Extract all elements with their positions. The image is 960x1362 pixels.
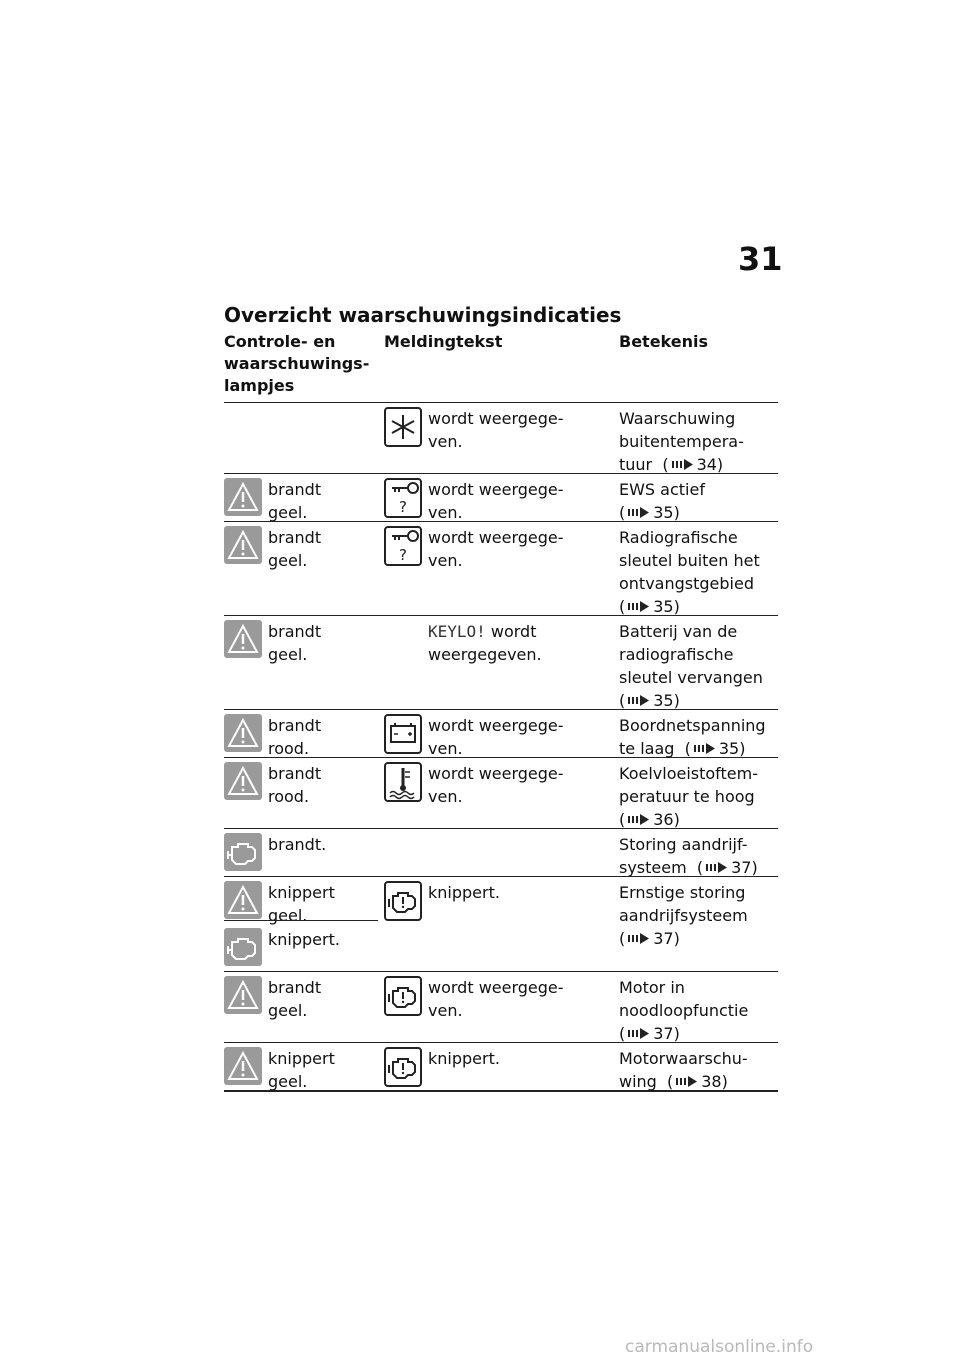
header-lamps <box>224 331 374 397</box>
reference-arrow-icon <box>627 694 651 707</box>
header-lamps-line: Controle- en <box>224 332 336 351</box>
engine-icon <box>384 976 422 1016</box>
page-number: 31 <box>738 240 783 278</box>
watermark: carmanualsonline.info <box>625 1337 814 1357</box>
meaning-text: Batterij van de radiografische sleutel vervangen ( 35) <box>619 622 763 710</box>
meaning-text: EWS actief ( 35) <box>619 480 705 522</box>
reference-arrow-icon <box>627 600 651 613</box>
lamp-text: brandt geel. <box>268 622 322 664</box>
header-lamps-line: lampjes <box>224 376 295 395</box>
warning-triangle-icon <box>224 620 262 658</box>
table-row <box>224 521 778 615</box>
reference-arrow-icon <box>693 742 717 755</box>
table-row <box>224 709 778 757</box>
engine-icon <box>224 833 262 871</box>
key-question-icon <box>384 526 422 566</box>
meaning-text: Storing aandrijf- systeem ( 37) <box>619 835 758 877</box>
message-text: knippert. <box>428 1049 500 1068</box>
header-meaning: Betekenis <box>619 332 709 351</box>
reference-arrow-icon <box>627 506 651 519</box>
meaning-text: Boordnetspanning te laag ( 35) <box>619 716 766 758</box>
meaning-text: Motorwaarschu- wing ( 38) <box>619 1049 748 1091</box>
engine-icon <box>384 881 422 921</box>
lamp-text: brandt rood. <box>268 764 322 806</box>
reference-arrow-icon <box>705 861 729 874</box>
table-row <box>224 402 778 473</box>
meaning-text: Radiografische sleutel buiten het ontvangstgebied ( 35) <box>619 528 760 616</box>
warning-triangle-icon <box>224 714 262 752</box>
message-text: wordt weergege- ven. <box>428 978 564 1020</box>
lamp-text: brandt geel. <box>268 528 322 570</box>
lamp-text: knippert. <box>268 930 340 949</box>
warning-triangle-icon <box>224 1047 262 1085</box>
message-text: wordt weergege- ven. <box>428 409 564 451</box>
warning-table <box>224 402 778 1092</box>
engine-icon <box>224 928 262 966</box>
key-question-icon <box>384 478 422 518</box>
warning-triangle-icon <box>224 526 262 564</box>
coolant-temperature-icon <box>384 762 422 802</box>
message-text: wordt weergege- ven. <box>428 716 564 758</box>
lamp-text: knippert geel. <box>268 1049 335 1091</box>
table-row <box>224 876 778 971</box>
snowflake-icon <box>384 407 422 447</box>
lamp-text: brandt geel. <box>268 978 322 1020</box>
table-row <box>224 971 778 1042</box>
lamp-text: brandt geel. <box>268 480 322 522</box>
table-row <box>224 828 778 876</box>
battery-icon <box>384 714 422 754</box>
row-sub-divider <box>224 920 378 921</box>
page-title: Overzicht waarschuwingsindicaties <box>224 303 622 327</box>
header-lamps-line: waarschuwings- <box>224 354 370 373</box>
table-row <box>224 473 778 521</box>
meaning-text: Waarschuwing buitentempera- tuur ( 34) <box>619 409 744 474</box>
reference-arrow-icon <box>675 1075 699 1088</box>
warning-triangle-icon <box>224 762 262 800</box>
message-text: wordt weergege- ven. <box>428 764 564 806</box>
svg-text:?: ? <box>399 498 407 516</box>
table-row <box>224 1042 778 1092</box>
meaning-text: Koelvloeistoftem- peratuur te hoog ( 36) <box>619 764 758 829</box>
message-text: wordt weergege- ven. <box>428 528 564 570</box>
lamp-text: brandt. <box>268 835 327 854</box>
table-row <box>224 615 778 709</box>
svg-text:?: ? <box>399 546 407 564</box>
meaning-text: Motor in noodloopfunctie ( 37) <box>619 978 749 1043</box>
warning-triangle-icon <box>224 976 262 1014</box>
meaning-text: Ernstige storing aandrijfsysteem ( 37) <box>619 883 748 948</box>
message-text: knippert. <box>428 883 500 902</box>
message-text: KEYLO! wordt weergegeven. <box>428 622 542 664</box>
reference-arrow-icon <box>627 813 651 826</box>
reference-arrow-icon <box>671 458 695 471</box>
table-row <box>224 757 778 828</box>
reference-arrow-icon <box>627 1027 651 1040</box>
lamp-text: knippert geel. <box>268 883 335 925</box>
display-code: KEYLO! <box>428 622 486 641</box>
warning-triangle-icon <box>224 881 262 919</box>
warning-triangle-icon <box>224 478 262 516</box>
reference-arrow-icon <box>627 932 651 945</box>
lamp-text: brandt rood. <box>268 716 322 758</box>
engine-icon <box>384 1047 422 1087</box>
header-message: Meldingtekst <box>384 332 503 351</box>
message-text: wordt weergege- ven. <box>428 480 564 522</box>
